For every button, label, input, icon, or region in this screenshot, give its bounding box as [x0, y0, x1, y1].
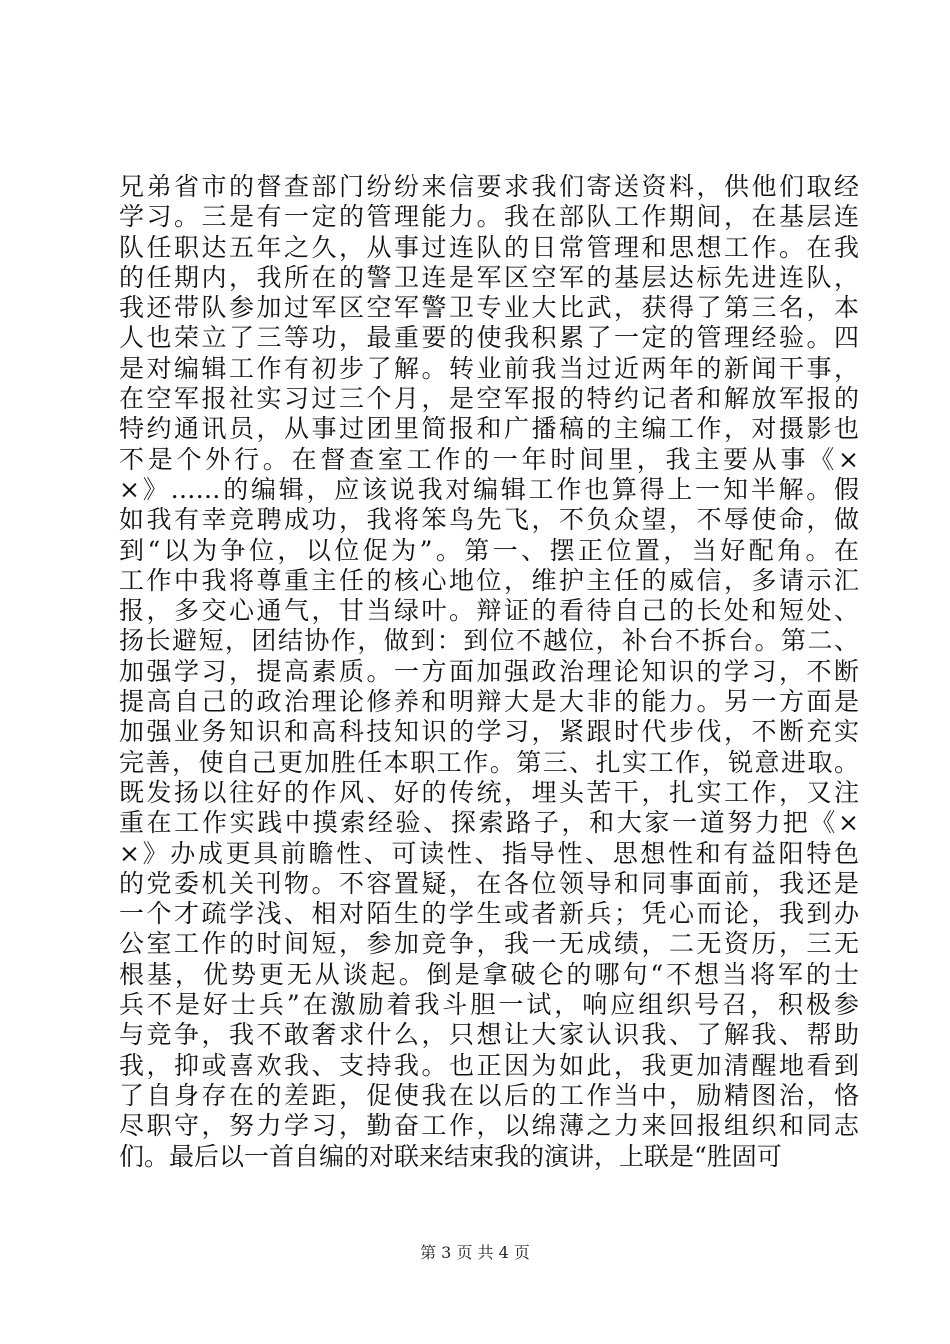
text-line: 与竞争，我不敢奢求什么，只想让大家认识我、了解我、帮助: [119, 1020, 859, 1050]
text-line: 兄弟省市的督查部门纷纷来信要求我们寄送资料，供他们取经: [119, 172, 859, 201]
text-line: 队任职达五年之久，从事过连队的日常管理和思想工作。在我: [119, 232, 859, 262]
text-line: 特约通讯员，从事过团里简报和广播稿的主编工作，对摄影也: [119, 414, 859, 444]
text-line: 尽职守，努力学习，勤奋工作，以绵薄之力来回报组织和同志: [119, 1111, 859, 1141]
text-line: 了自身存在的差距，促使我在以后的工作当中，励精图治，恪: [119, 1080, 859, 1110]
text-line: 学习。三是有一定的管理能力。我在部队工作期间，在基层连: [119, 202, 859, 232]
text-line: 们。最后以一首自编的对联来结束我的演讲，上联是“胜固可: [119, 1141, 782, 1171]
text-line: 如我有幸竞聘成功，我将笨鸟先飞，不负众望，不辱使命，做: [119, 505, 859, 535]
text-line: 加强学习，提高素质。一方面加强政治理论知识的学习，不断: [119, 656, 859, 686]
text-line: 到“以为争位，以位促为”。第一、摆正位置，当好配角。在: [119, 535, 859, 565]
text-line: 报，多交心通气，甘当绿叶。辩证的看待自己的长处和短处、: [119, 596, 859, 626]
text-line: 工作中我将尊重主任的核心地位，维护主任的威信，多请示汇: [119, 565, 859, 595]
text-line: 既发扬以往好的作风、好的传统，埋头苦干，扎实工作，又注: [119, 777, 859, 807]
text-line: ×》……的编辑，应该说我对编辑工作也算得上一知半解。假: [119, 474, 859, 504]
text-line: 提高自己的政治理论修养和明辩大是大非的能力。另一方面是: [119, 687, 859, 717]
text-line: 扬长避短，团结协作，做到：到位不越位，补台不拆台。第二、: [119, 626, 859, 656]
text-line: 的任期内，我所在的警卫连是军区空军的基层达标先进连队，: [119, 262, 859, 292]
text-line: 一个才疏学浅、相对陌生的学生或者新兵；凭心而论，我到办: [119, 899, 859, 929]
text-line: ×》办成更具前瞻性、可读性、指导性、思想性和有益阳特色: [119, 838, 859, 868]
text-line: 不是个外行。在督查室工作的一年时间里，我主要从事《×: [119, 444, 859, 474]
text-line: 公室工作的时间短，参加竞争，我一无成绩，二无资历，三无: [119, 929, 859, 959]
text-line: 完善，使自己更加胜任本职工作。第三、扎实工作，锐意进取。: [119, 747, 859, 777]
text-line: 我，抑或喜欢我、支持我。也正因为如此，我更加清醒地看到: [119, 1050, 859, 1080]
text-line: 的党委机关刊物。不容置疑，在各位领导和同事面前，我还是: [119, 868, 859, 898]
text-line: 加强业务知识和高科技知识的学习，紧跟时代步伐，不断充实: [119, 717, 859, 747]
text-line: 在空军报社实习过三个月，是空军报的特约记者和解放军报的: [119, 384, 859, 414]
text-line: 兵不是好士兵”在激励着我斗胆一试，响应组织号召，积极参: [119, 990, 859, 1020]
text-line: 我还带队参加过军区空军警卫专业大比武，获得了第三名，本: [119, 293, 859, 323]
text-line: 人也荣立了三等功，最重要的使我积累了一定的管理经验。四: [119, 323, 859, 353]
text-line: 是对编辑工作有初步了解。转业前我当过近两年的新闻干事，: [119, 353, 859, 383]
text-line: 重在工作实践中摸索经验、探索路子，和大家一道努力把《×: [119, 808, 859, 838]
page-footer: 第 3 页 共 4 页: [420, 1243, 530, 1262]
text-line: 根基，优势更无从谈起。倒是拿破仑的哪句“不想当将军的士: [119, 959, 859, 989]
body-text: [119, 172, 859, 1172]
